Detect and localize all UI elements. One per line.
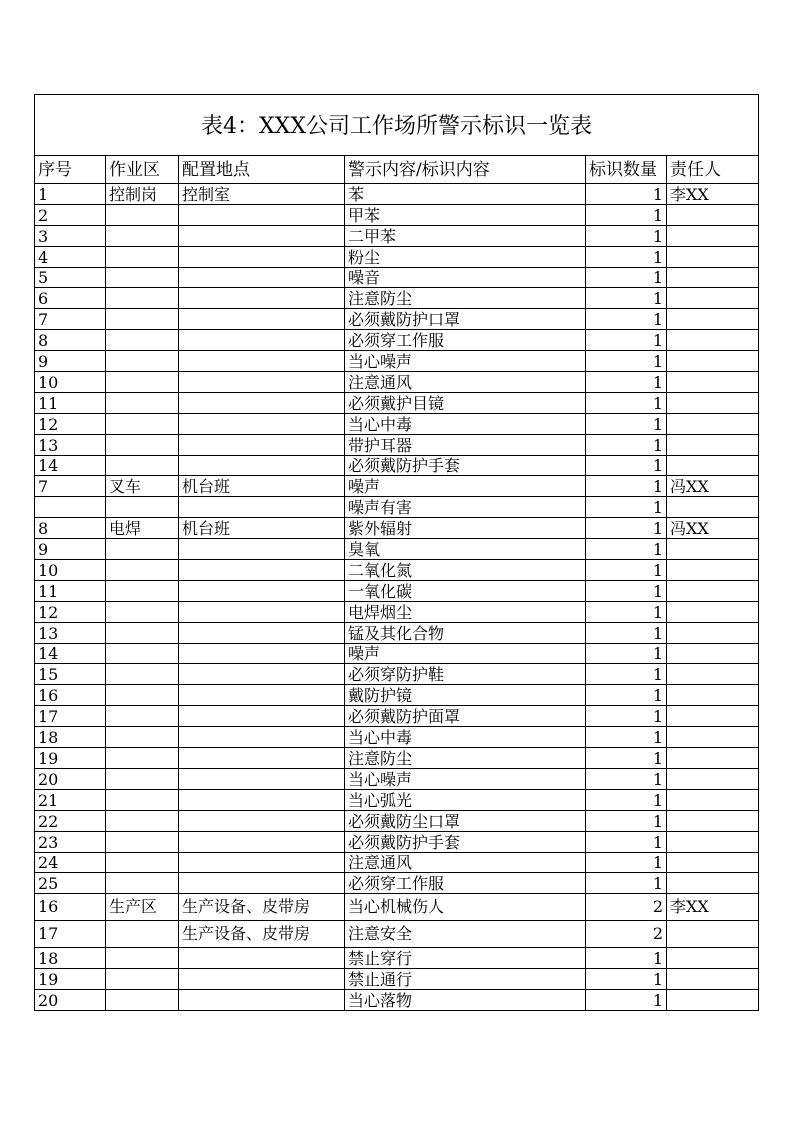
cell-qty: 1: [586, 225, 667, 246]
cell-location: [179, 831, 345, 852]
cell-content: 当心中毒: [345, 413, 586, 434]
cell-owner: 冯XX: [667, 518, 759, 539]
cell-location: [179, 539, 345, 560]
cell-no: 9: [35, 539, 106, 560]
cell-area: [106, 288, 179, 309]
cell-area: [106, 413, 179, 434]
cell-area: [106, 643, 179, 664]
cell-no: 21: [35, 789, 106, 810]
table-row: [35, 873, 759, 894]
cell-owner: [667, 789, 759, 810]
cell-location: [179, 309, 345, 330]
cell-owner: [667, 580, 759, 601]
cell-content: 注意通风: [345, 852, 586, 873]
table-row: [35, 852, 759, 873]
cell-no: 12: [35, 601, 106, 622]
cell-qty: 1: [586, 664, 667, 685]
cell-content: 甲苯: [345, 204, 586, 225]
cell-owner: [667, 664, 759, 685]
cell-owner: [667, 539, 759, 560]
cell-no: 7: [35, 476, 106, 497]
table-row: [35, 921, 759, 948]
cell-area: [106, 768, 179, 789]
cell-content: 粉尘: [345, 246, 586, 267]
cell-owner: [667, 560, 759, 581]
cell-qty: 1: [586, 434, 667, 455]
header-location: 配置地点: [179, 156, 345, 184]
cell-qty: 1: [586, 413, 667, 434]
cell-location: [179, 727, 345, 748]
cell-qty: 1: [586, 727, 667, 748]
cell-owner: [667, 643, 759, 664]
header-content: 警示内容/标识内容: [345, 156, 586, 184]
cell-no: 13: [35, 434, 106, 455]
cell-qty: 1: [586, 685, 667, 706]
cell-location: [179, 969, 345, 990]
cell-owner: [667, 330, 759, 351]
cell-location: [179, 685, 345, 706]
table-row: [35, 810, 759, 831]
cell-content: 必须穿工作服: [345, 330, 586, 351]
cell-content: 当心落物: [345, 990, 586, 1011]
cell-location: [179, 246, 345, 267]
cell-area: 电焊: [106, 518, 179, 539]
cell-location: [179, 580, 345, 601]
table-title: 表4：XXX公司工作场所警示标识一览表: [35, 95, 759, 156]
cell-owner: [667, 990, 759, 1011]
cell-no: 15: [35, 664, 106, 685]
cell-content: 二甲苯: [345, 225, 586, 246]
cell-location: [179, 455, 345, 476]
cell-qty: 1: [586, 748, 667, 769]
cell-owner: [667, 873, 759, 894]
cell-qty: 1: [586, 601, 667, 622]
cell-no: 4: [35, 246, 106, 267]
cell-qty: 1: [586, 622, 667, 643]
cell-content: 必须戴防护手套: [345, 831, 586, 852]
cell-owner: [667, 351, 759, 372]
cell-content: 当心噪声: [345, 351, 586, 372]
cell-location: [179, 664, 345, 685]
cell-owner: [667, 748, 759, 769]
table-row: [35, 246, 759, 267]
cell-area: [106, 831, 179, 852]
cell-owner: [667, 622, 759, 643]
cell-area: [106, 204, 179, 225]
table-row: [35, 455, 759, 476]
cell-qty: 1: [586, 518, 667, 539]
cell-content: 必须戴防护口罩: [345, 309, 586, 330]
table-row: [35, 643, 759, 664]
cell-location: [179, 643, 345, 664]
cell-qty: 1: [586, 789, 667, 810]
cell-content: 一氧化碳: [345, 580, 586, 601]
cell-content: 注意通风: [345, 372, 586, 393]
cell-qty: 1: [586, 852, 667, 873]
cell-content: 当心机械伤人: [345, 894, 586, 921]
cell-qty: 1: [586, 706, 667, 727]
cell-owner: 李XX: [667, 184, 759, 205]
cell-qty: 1: [586, 267, 667, 288]
cell-owner: [667, 392, 759, 413]
cell-content: 注意防尘: [345, 288, 586, 309]
cell-area: [106, 246, 179, 267]
cell-location: 生产设备、皮带房: [179, 894, 345, 921]
cell-no: 18: [35, 727, 106, 748]
table-row: [35, 831, 759, 852]
cell-location: [179, 497, 345, 518]
header-owner: 责任人: [667, 156, 759, 184]
cell-owner: [667, 204, 759, 225]
cell-area: [106, 351, 179, 372]
cell-owner: [667, 969, 759, 990]
cell-owner: [667, 685, 759, 706]
cell-content: 紫外辐射: [345, 518, 586, 539]
cell-location: [179, 948, 345, 969]
table-row: [35, 727, 759, 748]
cell-no: 16: [35, 685, 106, 706]
table-row: [35, 392, 759, 413]
cell-owner: [667, 768, 759, 789]
cell-owner: [667, 810, 759, 831]
table-row: [35, 309, 759, 330]
cell-location: [179, 706, 345, 727]
table-row: [35, 685, 759, 706]
table-row: [35, 413, 759, 434]
cell-no: 14: [35, 643, 106, 664]
table-row: [35, 204, 759, 225]
cell-area: [106, 225, 179, 246]
cell-owner: 冯XX: [667, 476, 759, 497]
cell-area: [106, 727, 179, 748]
cell-owner: [667, 372, 759, 393]
table-row: [35, 969, 759, 990]
cell-location: [179, 434, 345, 455]
cell-content: 注意安全: [345, 921, 586, 948]
cell-no: 12: [35, 413, 106, 434]
cell-location: [179, 225, 345, 246]
cell-no: 16: [35, 894, 106, 921]
cell-owner: [667, 246, 759, 267]
cell-location: [179, 372, 345, 393]
cell-location: [179, 789, 345, 810]
table-row: [35, 518, 759, 539]
cell-content: 必须戴护目镜: [345, 392, 586, 413]
header-area: 作业区: [106, 156, 179, 184]
cell-location: [179, 601, 345, 622]
table-row: [35, 948, 759, 969]
cell-qty: 1: [586, 204, 667, 225]
cell-no: 17: [35, 921, 106, 948]
cell-area: [106, 580, 179, 601]
cell-qty: 1: [586, 768, 667, 789]
cell-content: 噪声有害: [345, 497, 586, 518]
cell-qty: 1: [586, 184, 667, 205]
table-row: [35, 184, 759, 205]
cell-area: [106, 539, 179, 560]
cell-area: [106, 969, 179, 990]
cell-no: 22: [35, 810, 106, 831]
cell-location: [179, 413, 345, 434]
cell-area: [106, 560, 179, 581]
cell-area: [106, 309, 179, 330]
cell-content: 苯: [345, 184, 586, 205]
cell-no: 5: [35, 267, 106, 288]
cell-area: [106, 434, 179, 455]
cell-area: 控制岗: [106, 184, 179, 205]
cell-owner: [667, 413, 759, 434]
title-row: [35, 95, 759, 156]
cell-qty: 1: [586, 476, 667, 497]
cell-no: 25: [35, 873, 106, 894]
cell-location: [179, 990, 345, 1011]
cell-no: 8: [35, 518, 106, 539]
cell-content: 噪音: [345, 267, 586, 288]
cell-no: 24: [35, 852, 106, 873]
cell-owner: [667, 948, 759, 969]
table-row: [35, 894, 759, 921]
cell-content: 当心中毒: [345, 727, 586, 748]
cell-location: [179, 560, 345, 581]
cell-owner: [667, 455, 759, 476]
cell-area: [106, 497, 179, 518]
cell-no: 17: [35, 706, 106, 727]
cell-content: 注意防尘: [345, 748, 586, 769]
cell-qty: 1: [586, 990, 667, 1011]
cell-qty: 1: [586, 873, 667, 894]
cell-area: [106, 948, 179, 969]
warning-sign-table-sheet: [34, 94, 758, 1011]
cell-qty: 1: [586, 539, 667, 560]
table-row: [35, 434, 759, 455]
cell-owner: [667, 434, 759, 455]
cell-owner: [667, 706, 759, 727]
header-row: [35, 156, 759, 184]
cell-qty: 1: [586, 810, 667, 831]
cell-content: 噪声: [345, 476, 586, 497]
cell-no: 13: [35, 622, 106, 643]
cell-area: [106, 685, 179, 706]
table-row: [35, 664, 759, 685]
cell-owner: [667, 309, 759, 330]
cell-area: [106, 852, 179, 873]
cell-area: [106, 330, 179, 351]
table-row: [35, 330, 759, 351]
cell-location: [179, 748, 345, 769]
cell-location: [179, 810, 345, 831]
table-row: [35, 789, 759, 810]
cell-owner: [667, 727, 759, 748]
cell-no: 11: [35, 580, 106, 601]
cell-content: 必须穿工作服: [345, 873, 586, 894]
cell-owner: [667, 831, 759, 852]
cell-no: 19: [35, 969, 106, 990]
table-row: [35, 476, 759, 497]
cell-area: [106, 455, 179, 476]
cell-content: 二氧化氮: [345, 560, 586, 581]
table-row: [35, 539, 759, 560]
cell-qty: 1: [586, 580, 667, 601]
cell-qty: 1: [586, 309, 667, 330]
cell-qty: 2: [586, 921, 667, 948]
cell-location: [179, 873, 345, 894]
table-row: [35, 706, 759, 727]
cell-area: [106, 267, 179, 288]
cell-location: 生产设备、皮带房: [179, 921, 345, 948]
cell-no: 1: [35, 184, 106, 205]
cell-location: [179, 267, 345, 288]
cell-no: 20: [35, 768, 106, 789]
cell-no: 9: [35, 351, 106, 372]
cell-content: 禁止穿行: [345, 948, 586, 969]
cell-location: [179, 622, 345, 643]
table-row: [35, 351, 759, 372]
table-row: [35, 580, 759, 601]
table-row: [35, 225, 759, 246]
table-row: [35, 990, 759, 1011]
cell-area: [106, 810, 179, 831]
cell-area: [106, 706, 179, 727]
cell-no: 19: [35, 748, 106, 769]
cell-content: 必须穿防护鞋: [345, 664, 586, 685]
cell-no: 20: [35, 990, 106, 1011]
cell-location: 机台班: [179, 476, 345, 497]
cell-location: [179, 204, 345, 225]
cell-content: 必须戴防尘口罩: [345, 810, 586, 831]
cell-location: [179, 288, 345, 309]
warning-sign-table: [34, 94, 759, 1011]
cell-owner: [667, 267, 759, 288]
cell-area: [106, 392, 179, 413]
cell-area: [106, 873, 179, 894]
cell-owner: [667, 601, 759, 622]
cell-qty: 1: [586, 969, 667, 990]
cell-location: 机台班: [179, 518, 345, 539]
cell-content: 臭氧: [345, 539, 586, 560]
table-row: [35, 560, 759, 581]
cell-no: 2: [35, 204, 106, 225]
cell-location: [179, 330, 345, 351]
table-row: [35, 372, 759, 393]
cell-qty: 2: [586, 894, 667, 921]
cell-location: [179, 768, 345, 789]
table-row: [35, 748, 759, 769]
cell-qty: 1: [586, 351, 667, 372]
cell-no: 11: [35, 392, 106, 413]
cell-content: 当心噪声: [345, 768, 586, 789]
table-row: [35, 622, 759, 643]
cell-qty: 1: [586, 948, 667, 969]
cell-owner: [667, 288, 759, 309]
cell-owner: 李XX: [667, 894, 759, 921]
cell-qty: 1: [586, 497, 667, 518]
cell-no: 10: [35, 372, 106, 393]
cell-qty: 1: [586, 330, 667, 351]
header-qty: 标识数量: [586, 156, 667, 184]
cell-content: 必须戴防护手套: [345, 455, 586, 476]
cell-area: 叉车: [106, 476, 179, 497]
cell-content: 禁止通行: [345, 969, 586, 990]
cell-qty: 1: [586, 372, 667, 393]
table-row: [35, 768, 759, 789]
cell-owner: [667, 225, 759, 246]
cell-area: 生产区: [106, 894, 179, 921]
cell-area: [106, 622, 179, 643]
cell-content: 噪声: [345, 643, 586, 664]
cell-qty: 1: [586, 831, 667, 852]
cell-no: 7: [35, 309, 106, 330]
header-no: 序号: [35, 156, 106, 184]
table-row: [35, 288, 759, 309]
cell-no: 6: [35, 288, 106, 309]
cell-owner: [667, 921, 759, 948]
cell-qty: 1: [586, 560, 667, 581]
cell-owner: [667, 497, 759, 518]
cell-location: [179, 392, 345, 413]
cell-qty: 1: [586, 288, 667, 309]
cell-area: [106, 789, 179, 810]
cell-qty: 1: [586, 455, 667, 476]
table-row: [35, 497, 759, 518]
cell-no: 8: [35, 330, 106, 351]
cell-no: 14: [35, 455, 106, 476]
cell-content: 戴防护镜: [345, 685, 586, 706]
cell-owner: [667, 852, 759, 873]
cell-area: [106, 990, 179, 1011]
table-row: [35, 601, 759, 622]
cell-content: 带护耳器: [345, 434, 586, 455]
table-body: [35, 184, 759, 1011]
cell-content: 锰及其化合物: [345, 622, 586, 643]
cell-location: [179, 351, 345, 372]
cell-no: 18: [35, 948, 106, 969]
table-row: [35, 267, 759, 288]
cell-area: [106, 921, 179, 948]
cell-area: [106, 372, 179, 393]
cell-area: [106, 748, 179, 769]
cell-qty: 1: [586, 246, 667, 267]
cell-qty: 1: [586, 643, 667, 664]
cell-location: [179, 852, 345, 873]
cell-no: 10: [35, 560, 106, 581]
cell-area: [106, 601, 179, 622]
cell-qty: 1: [586, 392, 667, 413]
cell-content: 当心弧光: [345, 789, 586, 810]
cell-no: 23: [35, 831, 106, 852]
cell-area: [106, 664, 179, 685]
cell-content: 必须戴防护面罩: [345, 706, 586, 727]
cell-content: 电焊烟尘: [345, 601, 586, 622]
cell-no: 3: [35, 225, 106, 246]
cell-location: 控制室: [179, 184, 345, 205]
cell-no: [35, 497, 106, 518]
